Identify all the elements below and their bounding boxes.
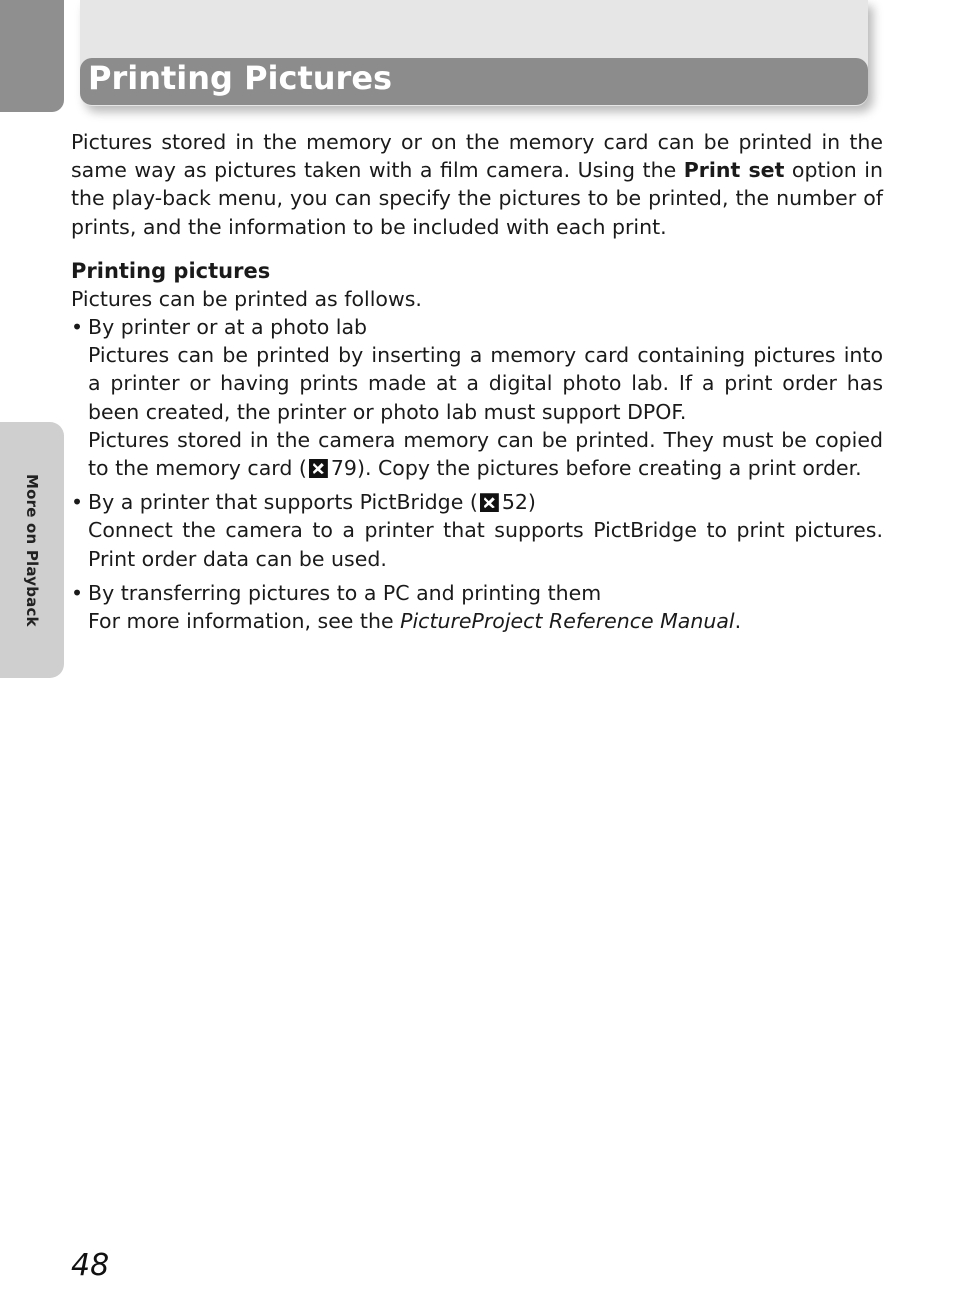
section-tab bbox=[0, 422, 64, 678]
page-reference-icon bbox=[480, 493, 499, 512]
bullet-paragraph: Connect the camera to a printer that supports PictBridge to print pictures. Print order data can be used. bbox=[88, 518, 883, 571]
bullet-paragraph: For more information, see the PictureProject Reference Manual. bbox=[88, 609, 742, 634]
bullet-title: By printer or at a photo lab bbox=[88, 315, 368, 340]
bullet-paragraph: Pictures stored in the camera memory can be printed. They must be copied to the memory card ( 79). Copy the pictures before creating a print order. bbox=[88, 427, 883, 481]
top-corner-tab bbox=[0, 0, 64, 112]
print-set-term: Print set bbox=[683, 158, 785, 183]
list-item bbox=[71, 488, 883, 573]
list-item bbox=[71, 313, 883, 482]
page-reference-icon bbox=[309, 459, 328, 478]
intro-paragraph: Pictures stored in the memory or on the memory card can be printed in the same way as pictures taken with a film camera. Using the Print set option in the play-back menu, you can specify the pictures to be printed, the number of prints, and the information to be included with each print. bbox=[71, 130, 883, 239]
page-reference: 79 bbox=[330, 456, 357, 481]
page-title: Printing Pictures bbox=[88, 59, 393, 97]
page-number: 48 bbox=[71, 1248, 110, 1283]
bullet-symbol: • bbox=[71, 490, 84, 515]
section-heading: Printing pictures bbox=[71, 258, 271, 283]
bullet-title: By transferring pictures to a PC and printing them bbox=[88, 580, 602, 605]
manual-title: PictureProject Reference Manual bbox=[400, 609, 735, 634]
list-item bbox=[71, 579, 883, 635]
page-content bbox=[71, 128, 883, 635]
page-reference: 52 bbox=[501, 490, 528, 515]
section-lead: Pictures can be printed as follows. bbox=[71, 286, 422, 311]
bullet-symbol: • bbox=[71, 580, 84, 605]
section-tab-label: More on Playback bbox=[23, 473, 41, 627]
bullet-symbol: • bbox=[71, 315, 84, 340]
title-bar bbox=[80, 58, 868, 105]
bullet-title: By a printer that supports PictBridge ( 52) bbox=[88, 490, 536, 515]
bullet-paragraph: Pictures can be printed by inserting a memory card containing pictures into a printer or having prints made at a digital photo lab. If a print order has been created, the printer or photo lab must support DPOF. bbox=[88, 343, 883, 424]
